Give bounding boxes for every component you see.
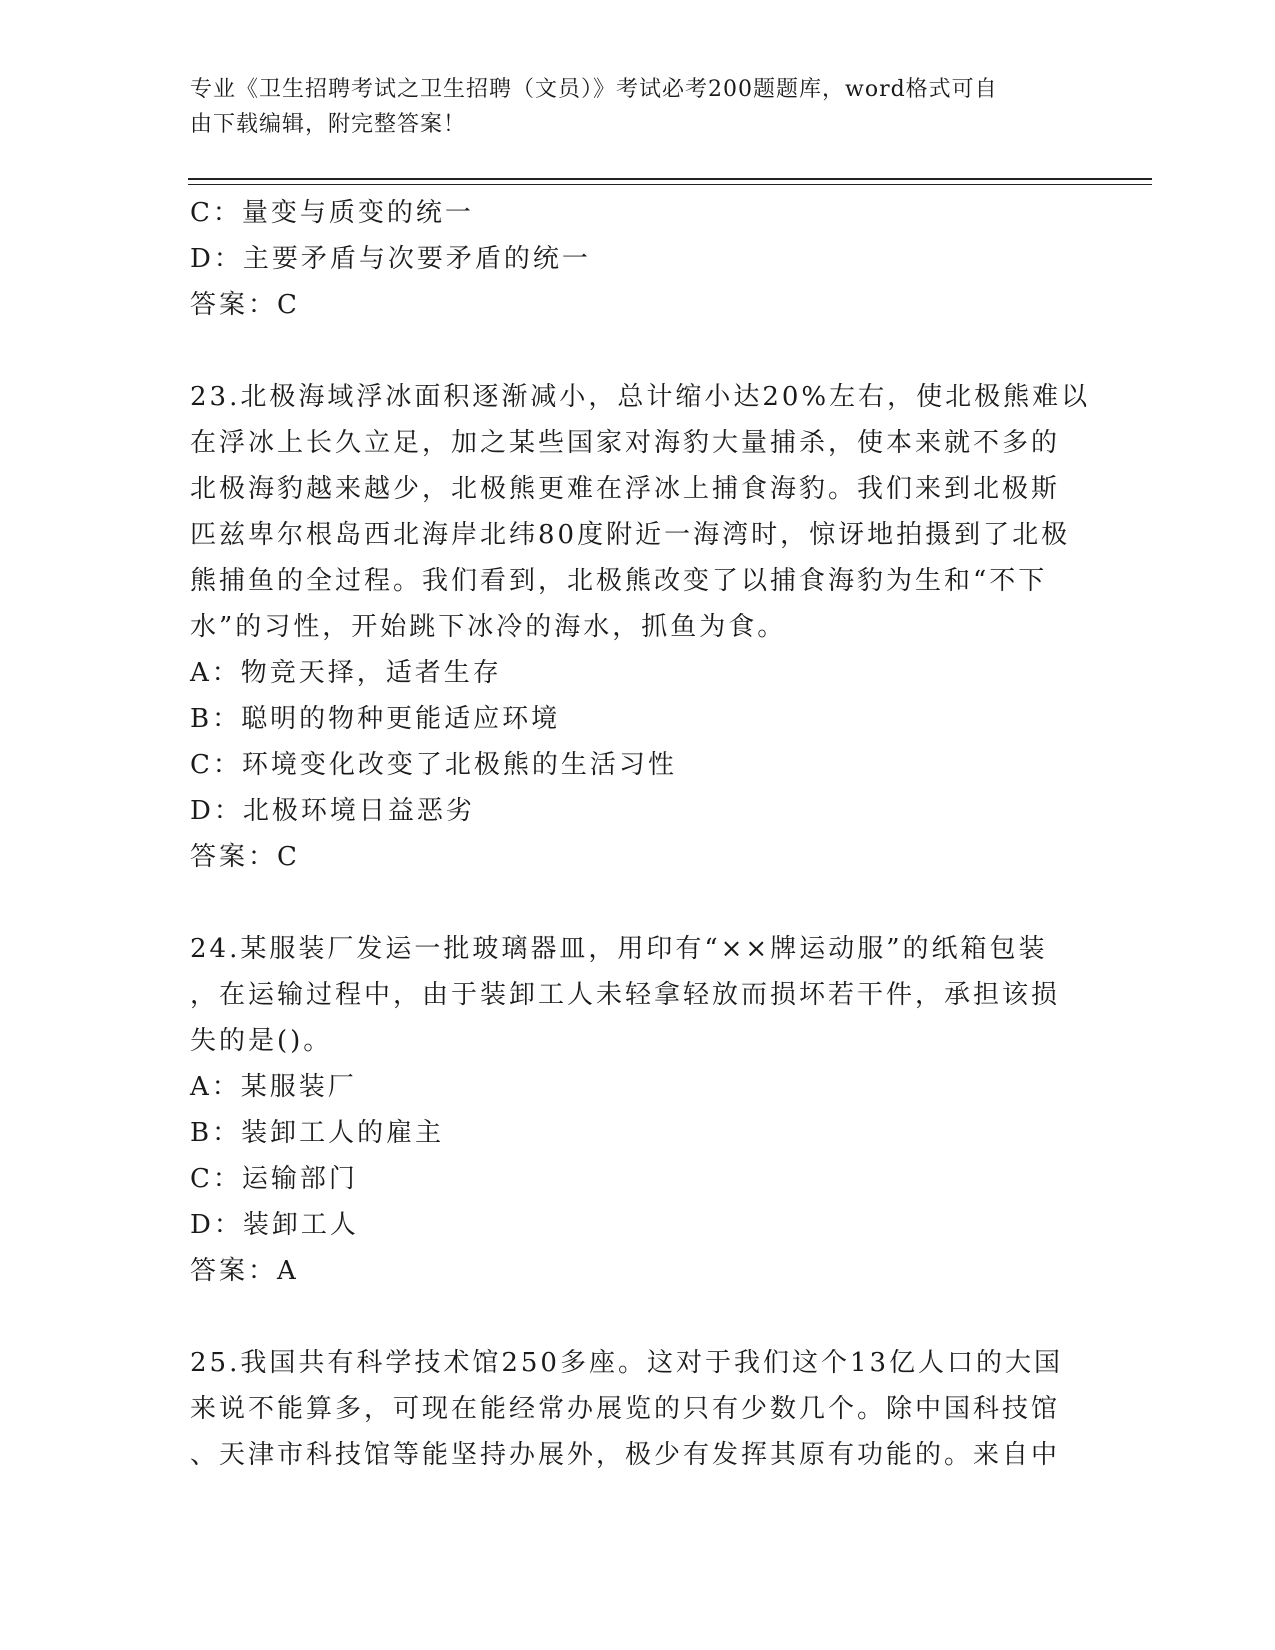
question-text-line: 24.某服装厂发运一批玻璃器皿，用印有“××牌运动服”的纸箱包装 bbox=[190, 934, 1048, 964]
option-a: A：物竞天择，适者生存 bbox=[190, 658, 502, 688]
document-body bbox=[190, 190, 1090, 1478]
header-divider-thick bbox=[188, 178, 1152, 180]
question-23 bbox=[190, 374, 1090, 880]
header-line-1: 专业《卫生招聘考试之卫生招聘（文员）》考试必考200题题库，word格式可自 bbox=[190, 77, 998, 102]
option-d: D：北极环境日益恶劣 bbox=[190, 796, 475, 826]
question-text-line: 北极海豹越来越少，北极熊更难在浮冰上捕食海豹。我们来到北极斯 bbox=[190, 474, 1061, 504]
spacer bbox=[190, 328, 1090, 374]
spacer bbox=[190, 880, 1090, 926]
answer: 答案：C bbox=[190, 842, 300, 872]
question-text-line: 25.我国共有科学技术馆250多座。这对于我们这个13亿人口的大国 bbox=[190, 1348, 1064, 1378]
option-c: C：运输部门 bbox=[190, 1164, 358, 1194]
question-text-line: 在浮冰上长久立足，加之某些国家对海豹大量捕杀，使本来就不多的 bbox=[190, 428, 1061, 458]
question-text-line: 23.北极海域浮冰面积逐渐减小，总计缩小达20%左右，使北极熊难以 bbox=[190, 382, 1091, 412]
question-24 bbox=[190, 926, 1090, 1294]
header-divider-thin bbox=[188, 184, 1152, 185]
option-c: C：环境变化改变了北极熊的生活习性 bbox=[190, 750, 677, 780]
question-text-line: 匹兹卑尔根岛西北海岸北纬80度附近一海湾时，惊讶地拍摄到了北极 bbox=[190, 520, 1071, 550]
option-b: B：装卸工人的雇主 bbox=[190, 1118, 445, 1148]
option-d: D：装卸工人 bbox=[190, 1210, 359, 1240]
question-22-tail bbox=[190, 190, 1090, 328]
page-header bbox=[190, 72, 1070, 142]
question-text-line: 熊捕鱼的全过程。我们看到，北极熊改变了以捕食海豹为生和“不下 bbox=[190, 566, 1048, 596]
answer: 答案：C bbox=[190, 290, 300, 320]
question-text-line: ，在运输过程中，由于装卸工人未轻拿轻放而损坏若干件，承担该损 bbox=[190, 980, 1061, 1010]
spacer bbox=[190, 1294, 1090, 1340]
option-c: C：量变与质变的统一 bbox=[190, 198, 474, 228]
question-text-line: 失的是()。 bbox=[190, 1026, 333, 1056]
header-line-2: 由下载编辑，附完整答案！ bbox=[190, 112, 467, 137]
option-a: A：某服装厂 bbox=[190, 1072, 357, 1102]
answer: 答案：A bbox=[190, 1256, 299, 1286]
question-text-line: 来说不能算多，可现在能经常办展览的只有少数几个。除中国科技馆 bbox=[190, 1394, 1061, 1424]
question-25 bbox=[190, 1340, 1090, 1478]
option-d: D：主要矛盾与次要矛盾的统一 bbox=[190, 244, 591, 274]
question-text-line: 水”的习性，开始跳下冰冷的海水，抓鱼为食。 bbox=[190, 612, 787, 642]
question-text-line: 、天津市科技馆等能坚持办展外，极少有发挥其原有功能的。来自中 bbox=[190, 1440, 1061, 1470]
option-b: B：聪明的物种更能适应环境 bbox=[190, 704, 561, 734]
